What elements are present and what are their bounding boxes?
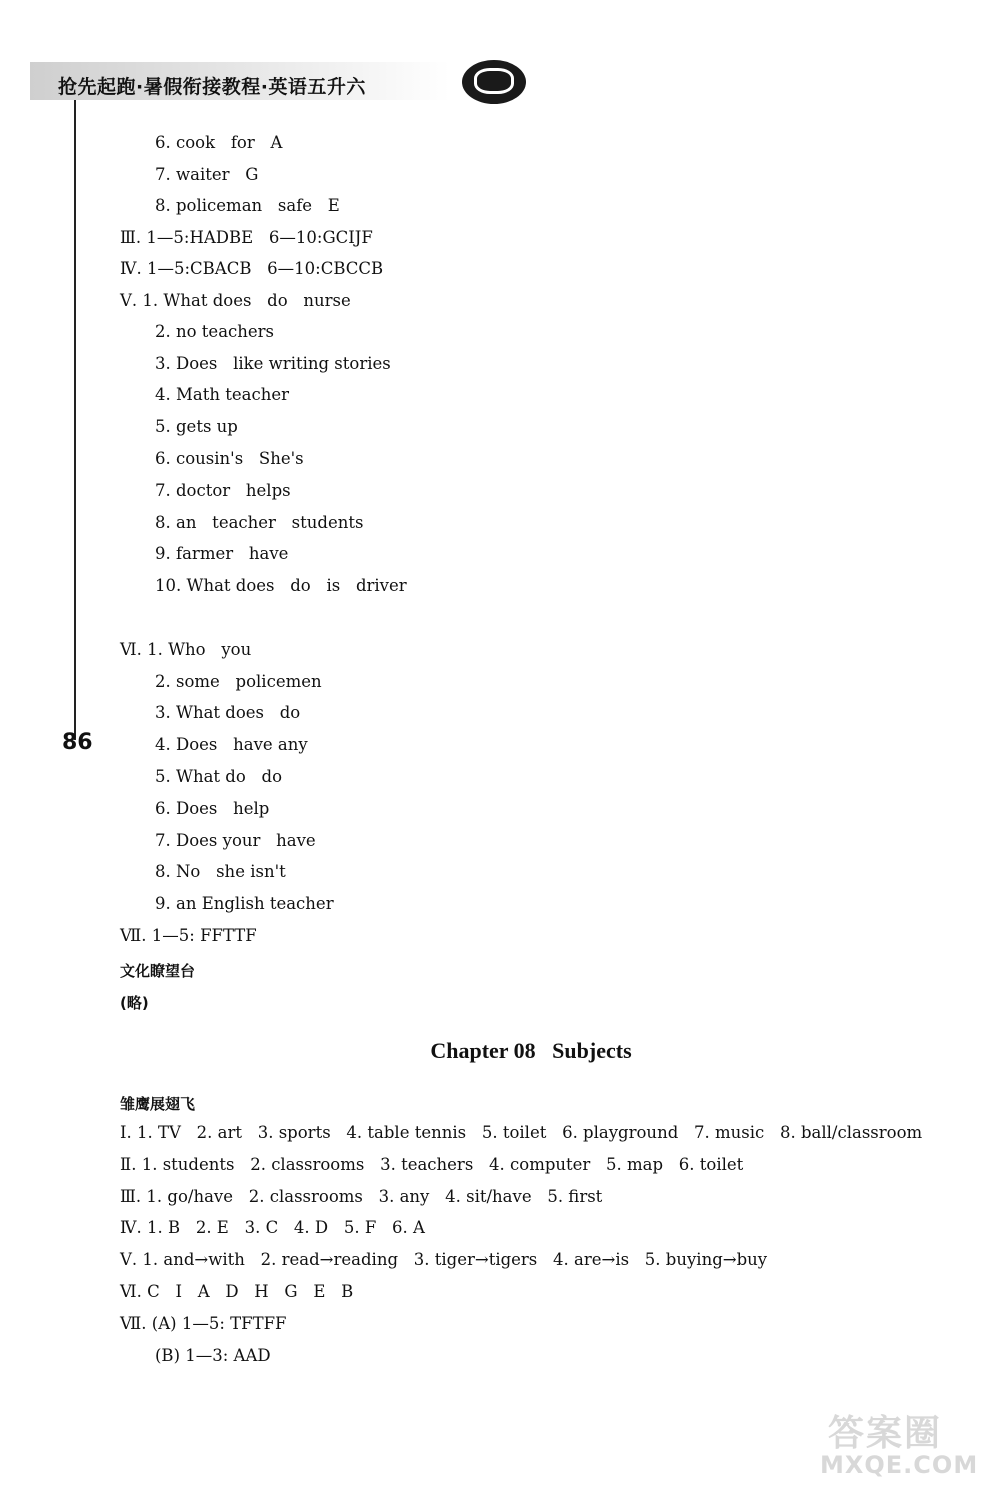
page-number: 86 [62, 730, 93, 755]
answer-line: Ⅴ. 1. and→with 2. read→reading 3. tiger→tigers 4. are→is 5. buying→buy [120, 1250, 768, 1269]
culture-heading: 文化瞭望台 [120, 962, 196, 980]
watermark-logo-text: 答案圈 [828, 1413, 943, 1454]
answer-line: 7. doctor helps [155, 481, 291, 500]
answer-line: 10. What does do is driver [155, 576, 407, 595]
answer-line: 6. cousin's She's [155, 449, 304, 468]
answer-line: 8. No she isn't [155, 862, 286, 881]
answer-line: Ⅲ. 1—5:HADBE 6—10:GCIJF [120, 228, 373, 247]
watermark [820, 1405, 990, 1480]
watermark-url: MXQE.COM [820, 1451, 979, 1479]
answer-line: 4. Does have any [155, 735, 308, 754]
answer-line: 2. no teachers [155, 322, 275, 341]
answer-line: 7. Does your have [155, 831, 316, 850]
answer-line: 3. Does like writing stories [155, 354, 391, 373]
answer-line: 7. waiter G [155, 165, 259, 184]
answer-line: Ⅴ. 1. What does do nurse [120, 291, 351, 310]
answer-line: 4. Math teacher [155, 385, 289, 404]
answer-line: 6. Does help [155, 799, 270, 818]
answer-line: 9. an English teacher [155, 894, 334, 913]
answer-line: 6. cook for A [155, 133, 283, 152]
answer-line: 8. policeman safe E [155, 196, 340, 215]
section-heading: 雏鹰展翅飞 [120, 1095, 196, 1113]
answer-line: 9. farmer have [155, 544, 289, 563]
header-title: 抢先起跑·暑假衔接教程·英语五升六 [58, 76, 366, 98]
book-logo-icon [462, 60, 526, 104]
answer-line: Ⅶ. (A) 1—5: TFTFF [120, 1314, 287, 1333]
answer-line: 2. some policemen [155, 672, 322, 691]
answer-line: 3. What does do [155, 703, 301, 722]
answer-line: Ⅵ. C I A D H G E B [120, 1282, 354, 1301]
margin-rule [74, 100, 76, 740]
answer-line: Ⅱ. 1. students 2. classrooms 3. teachers 4. computer 5. map 6. toilet [120, 1155, 744, 1174]
chapter-title: Chapter 08 Subjects [430, 1038, 632, 1063]
answer-line: Ⅳ. 1—5:CBACB 6—10:CBCCB [120, 259, 384, 278]
answer-line: Ⅳ. 1. B 2. E 3. C 4. D 5. F 6. A [120, 1218, 425, 1237]
answer-line: Ⅵ. 1. Who you [120, 640, 252, 659]
answer-line: 8. an teacher students [155, 513, 364, 532]
answer-line: (B) 1—3: AAD [155, 1346, 271, 1365]
answer-line: Ⅲ. 1. go/have 2. classrooms 3. any 4. sit/have 5. first [120, 1187, 603, 1206]
answer-line: 5. What do do [155, 767, 283, 786]
culture-note: (略) [120, 994, 149, 1012]
answer-line: 5. gets up [155, 417, 238, 436]
answer-line: Ⅶ. 1—5: FFTTF [120, 926, 257, 945]
answer-line: Ⅰ. 1. TV 2. art 3. sports 4. table tennis 5. toilet 6. playground 7. music 8. ball/classroom [120, 1123, 923, 1142]
